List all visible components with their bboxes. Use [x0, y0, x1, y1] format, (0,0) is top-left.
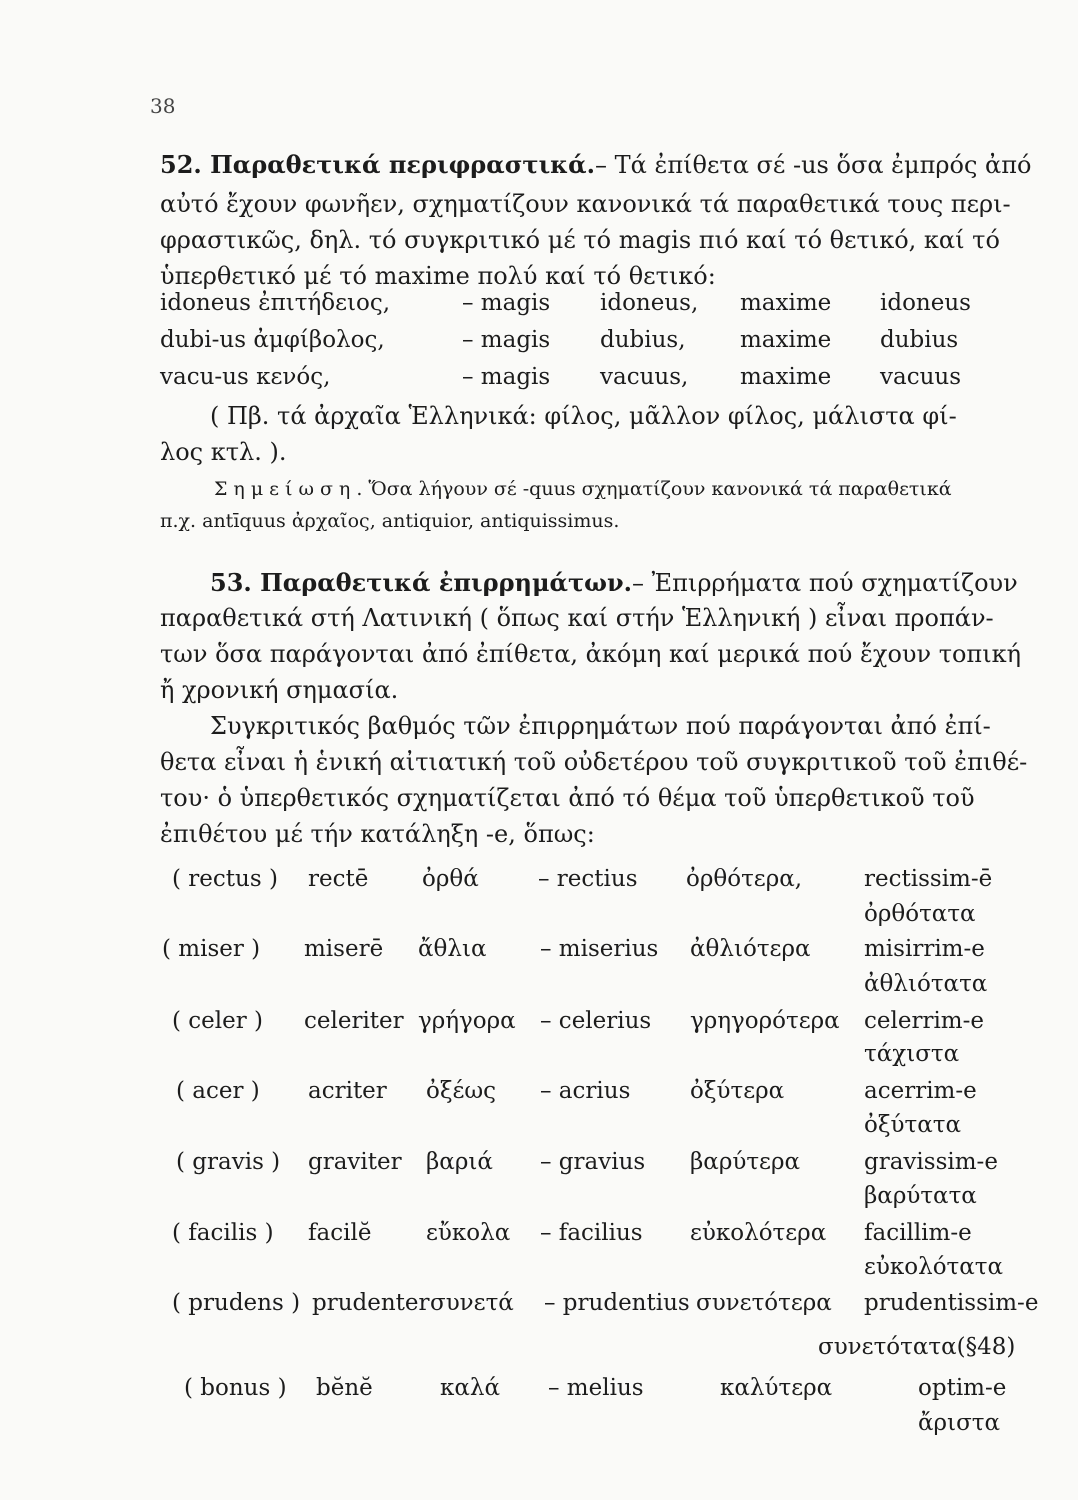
adv-row-2-comparative: – miserius: [540, 936, 659, 962]
adv-row-4-greek: ὀξέως: [426, 1078, 497, 1104]
section-53-line-8: ἐπιθέτου μέ τήν κατάληξη -e, ὅπως:: [160, 820, 595, 848]
adv-row-8-superlative-greek: ἄριστα: [918, 1410, 1001, 1436]
adv-row-7-greek: συνετά: [430, 1290, 514, 1316]
adv-row-6-superlative: facillim-e: [864, 1220, 972, 1246]
adv-row-5-superlative: gravissim-e: [864, 1149, 998, 1175]
adv-row-3-adverb: celeriter: [304, 1008, 404, 1034]
adv-row-1-comparative: – rectius: [538, 866, 638, 892]
s52-row-3-adjective: vacu-us κενός,: [160, 364, 331, 390]
section-52-note: [214, 478, 952, 500]
adv-row-7-adverb: prudenter: [312, 1290, 430, 1316]
section-52-text: – Τά ἐπίθετα σέ -us ὅσα ἐμπρός ἀπό: [595, 151, 1032, 179]
adv-row-5-comparative-greek: βαρύτερα: [690, 1149, 801, 1175]
adv-row-3-comparative: – celerius: [540, 1008, 652, 1034]
adv-row-4-adverb: acriter: [308, 1078, 387, 1104]
adv-row-4-superlative: acerrim-e: [864, 1078, 977, 1104]
adv-row-4-comparative-greek: ὀξύτερα: [690, 1078, 785, 1104]
section-52-line-3: φραστικῶς, δηλ. τό συγκριτικό μέ τό magis πιό καί τό θετικό, καί τό: [160, 226, 1000, 254]
section-52-note-line-2: π.χ. antīquus ἀρχαῖος, antiquior, antiquissimus.: [160, 510, 620, 532]
adv-row-2-adverb: miserē: [304, 936, 384, 962]
note-label: Σημείωση: [214, 478, 357, 500]
adv-row-5-adverb: graviter: [308, 1149, 402, 1175]
adv-row-1-adverb: rectē: [308, 866, 369, 892]
adv-row-1-superlative-greek: ὀρθότατα: [864, 901, 976, 927]
adv-row-4-superlative-greek: ὀξύτατα: [864, 1112, 962, 1138]
s52-row-3-magis: – magis: [462, 364, 551, 390]
adv-row-3-superlative-greek: τάχιστα: [864, 1041, 960, 1067]
s52-row-2-maxime: maxime: [740, 327, 832, 353]
section-52-line-2: αὐτό ἔχουν φωνῆεν, σχηματίζουν κανονικά τά παραθετικά τους περι-: [160, 190, 1011, 218]
section-52-line-5: ( Πβ. τά ἀρχαῖα Ἑλληνικά: φίλος, μᾶλλον φίλος, μάλιστα φί-: [210, 402, 957, 430]
section-53-line-4: ἤ χρονική σημασία.: [160, 676, 399, 704]
adv-row-6-greek: εὔκολα: [426, 1220, 511, 1246]
page-number: 38: [150, 94, 176, 118]
s52-row-3-maxime: maxime: [740, 364, 832, 390]
section-53-line-3: των ὅσα παράγονται ἀπό ἐπίθετα, ἀκόμη καί μερικά πού ἔχουν τοπική: [160, 640, 1021, 668]
adv-row-8-adverb: bĕnĕ: [316, 1375, 373, 1401]
adv-row-1-comparative-greek: ὀρθότερα,: [686, 866, 803, 892]
adv-row-2-base: ( miser ): [162, 936, 261, 962]
adv-row-2-greek: ἄθλια: [418, 936, 487, 962]
adv-row-1-superlative: rectissim-ē: [864, 866, 993, 892]
adv-row-6-adverb: facilĕ: [308, 1220, 372, 1246]
adv-row-7-comparative: – prudentius: [544, 1290, 690, 1316]
adv-row-3-superlative: celerrim-e: [864, 1008, 984, 1034]
section-53-line-7: του· ὁ ὑπερθετικός σχηματίζεται ἀπό τό θέμα τοῦ ὑπερθετικοῦ τοῦ: [160, 784, 975, 812]
section-52-line-1: [160, 150, 1031, 179]
adv-row-7-superlative: prudentissim-e: [864, 1290, 1039, 1316]
adv-row-1-base: ( rectus ): [172, 866, 278, 892]
adv-row-6-comparative-greek: εὐκολότερα: [690, 1220, 827, 1246]
s52-row-2-comparative: dubius,: [600, 327, 686, 353]
adv-row-2-superlative-greek: ἀθλιότατα: [864, 971, 988, 997]
adv-row-7-superlative-greek: συνετότατα(§48): [818, 1334, 1016, 1360]
section-52-line-6: λος κτλ. ).: [160, 438, 287, 466]
adv-row-8-base: ( bonus ): [184, 1375, 287, 1401]
adv-row-7-base: ( prudens ): [172, 1290, 301, 1316]
s52-row-1-adjective: idoneus ἐπιτήδειος,: [160, 290, 391, 316]
s52-row-2-adjective: dubi-us ἀμφίβολος,: [160, 327, 385, 353]
adv-row-3-greek: γρήγορα: [418, 1008, 516, 1034]
s52-row-1-comparative: idoneus,: [600, 290, 699, 316]
s52-row-2-magis: – magis: [462, 327, 551, 353]
adv-row-8-comparative: – melius: [548, 1375, 644, 1401]
adv-row-8-superlative: optim-e: [918, 1375, 1007, 1401]
adv-row-3-comparative-greek: γρηγορότερα: [690, 1008, 840, 1034]
s52-row-1-superlative: idoneus: [880, 290, 971, 316]
section-53-line-5: Συγκριτικός βαθμός τῶν ἐπιρρημάτων πού παράγονται ἀπό ἐπί-: [210, 712, 991, 740]
adv-row-6-comparative: – facilius: [540, 1220, 643, 1246]
s52-row-1-maxime: maxime: [740, 290, 832, 316]
adv-row-1-greek: ὀρθά: [422, 866, 479, 892]
adv-row-5-base: ( gravis ): [176, 1149, 281, 1175]
s52-row-3-comparative: vacuus,: [600, 364, 689, 390]
adv-row-8-greek: καλά: [440, 1375, 501, 1401]
adv-row-2-comparative-greek: ἀθλιότερα: [690, 936, 811, 962]
s52-row-3-superlative: vacuus: [880, 364, 962, 390]
adv-row-3-base: ( celer ): [172, 1008, 264, 1034]
section-52-heading: 52. Παραθετικά περιφραστικά.: [160, 150, 595, 179]
adv-row-6-base: ( facilis ): [172, 1220, 274, 1246]
adv-row-7-comparative-greek: συνετότερα: [696, 1290, 832, 1316]
adv-row-2-superlative: misirrim-e: [864, 936, 985, 962]
note-text: . Ὅσα λήγουν σέ -quus σχηματίζουν κανονικά τά παραθετικά: [356, 478, 952, 500]
adv-row-5-superlative-greek: βαρύτατα: [864, 1183, 977, 1209]
section-53-heading: 53. Παραθετικά ἐπιρρημάτων.: [210, 568, 633, 597]
section-53-line-1: [210, 568, 1018, 597]
adv-row-5-greek: βαριά: [426, 1149, 493, 1175]
adv-row-4-comparative: – acrius: [540, 1078, 631, 1104]
section-53-line-2: παραθετικά στή Λατινική ( ὅπως καί στήν Ἑλληνική ) εἶναι προπάν-: [160, 604, 994, 632]
section-53-line-6: θετα εἶναι ἡ ἑνική αἰτιατική τοῦ οὐδετέρου τοῦ συγκριτικοῦ τοῦ ἐπιθέ-: [160, 748, 1028, 776]
section-52-line-4: ὑπερθετικό μέ τό maxime πολύ καί τό θετικό:: [160, 262, 716, 290]
s52-row-2-superlative: dubius: [880, 327, 959, 353]
section-53-text: – Ἐπιρρήματα πού σχηματίζουν: [632, 569, 1018, 597]
s52-row-1-magis: – magis: [462, 290, 551, 316]
adv-row-8-comparative-greek: καλύτερα: [720, 1375, 833, 1401]
adv-row-4-base: ( acer ): [176, 1078, 260, 1104]
adv-row-6-superlative-greek: εὐκολότατα: [864, 1254, 1004, 1280]
adv-row-5-comparative: – gravius: [540, 1149, 646, 1175]
